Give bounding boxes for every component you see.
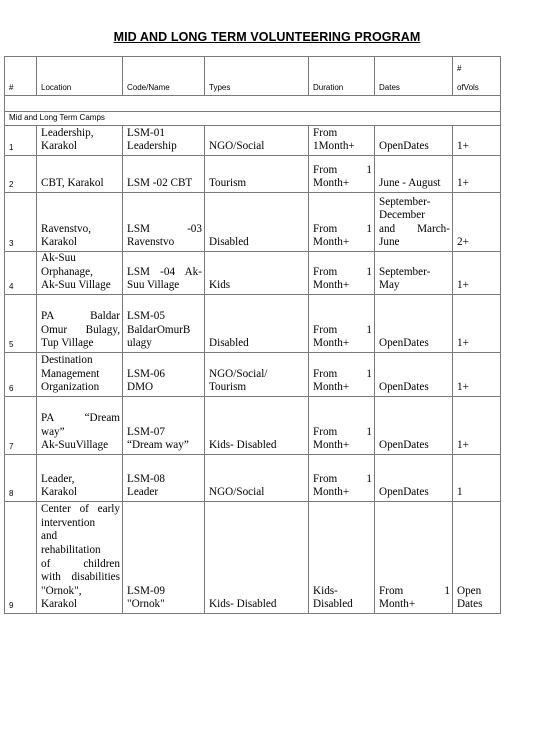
cell-dates — [375, 193, 453, 252]
cell-code — [123, 252, 205, 295]
cell-line: Month+ — [313, 381, 350, 394]
cell-dates — [375, 353, 453, 397]
cell-line: LSM-08 — [127, 472, 165, 485]
cell-line: Kids- Disabled — [209, 439, 277, 452]
table-row — [5, 502, 501, 614]
cell-types — [205, 397, 309, 455]
cell-location — [37, 156, 123, 193]
cell-line: Disabled — [209, 337, 249, 350]
cell-line: LSM-05 — [127, 310, 165, 323]
cell-code — [123, 397, 205, 455]
cell-line: Karakol — [41, 486, 78, 499]
cell-dates — [375, 295, 453, 353]
cell-dates — [375, 455, 453, 502]
header-vols-bottom: ofVols — [457, 83, 479, 92]
cell-line: From 1 — [313, 472, 372, 485]
table-row — [5, 397, 501, 455]
cell-line: NGO/Social — [209, 486, 265, 499]
cell-line: From 1 — [313, 265, 372, 278]
cell-line: 1+ — [457, 279, 469, 292]
blank-cell — [5, 96, 501, 112]
cell-line: From 1 — [313, 367, 372, 380]
cell-line: LSM-07 — [127, 425, 165, 438]
cell-line: Month+ — [313, 337, 350, 350]
row-number: 6 — [5, 353, 37, 397]
cell-vols — [453, 156, 501, 193]
header-types: Types — [205, 57, 309, 96]
row-number: 7 — [5, 397, 37, 455]
cell-line: and March- — [379, 222, 450, 235]
cell-duration — [309, 193, 375, 252]
cell-line: OpenDates — [379, 381, 429, 394]
cell-line: Tup Village — [41, 337, 94, 350]
cell-line: Destination — [41, 354, 93, 367]
cell-line: Ravenstvo, — [41, 222, 92, 235]
cell-line: Month+ — [313, 279, 350, 292]
cell-code — [123, 193, 205, 252]
cell-line: September- — [379, 265, 431, 278]
cell-line: OpenDates — [379, 140, 429, 153]
cell-code — [123, 295, 205, 353]
cell-line: 2+ — [457, 236, 469, 249]
header-code: Code/Name — [123, 57, 205, 96]
cell-line: LSM -03 — [127, 222, 202, 235]
cell-line: Leadership, — [41, 126, 94, 139]
cell-dates — [375, 397, 453, 455]
cell-line: Leadership — [127, 140, 177, 153]
cell-line: Karakol — [41, 598, 78, 611]
cell-vols — [453, 397, 501, 455]
cell-code — [123, 502, 205, 614]
table-row — [5, 252, 501, 295]
cell-line: way” — [41, 425, 65, 438]
cell-dates — [375, 252, 453, 295]
cell-types — [205, 502, 309, 614]
cell-line: Omur Bulagy, — [41, 323, 120, 336]
cell-duration — [309, 502, 375, 614]
volunteering-table — [4, 56, 501, 614]
cell-line: BaldarOmurB — [127, 323, 191, 336]
cell-duration — [309, 295, 375, 353]
cell-line: LSM-09 — [127, 584, 165, 597]
cell-types — [205, 353, 309, 397]
cell-line: LSM-01 — [127, 126, 165, 139]
cell-line: Tourism — [209, 177, 247, 190]
cell-duration — [309, 126, 375, 156]
cell-line: NGO/Social — [209, 140, 265, 153]
row-number: 8 — [5, 455, 37, 502]
cell-line: Open — [457, 584, 482, 597]
cell-line: DMO — [127, 381, 154, 394]
cell-line: Ak-SuuVillage — [41, 439, 109, 452]
cell-line: Month+ — [313, 177, 350, 190]
cell-vols — [453, 126, 501, 156]
cell-line: Leader, — [41, 472, 75, 485]
cell-vols — [453, 353, 501, 397]
cell-line: NGO/Social/ — [209, 367, 268, 380]
row-number: 1 — [5, 126, 37, 156]
page-title: MID AND LONG TERM VOLUNTEERING PROGRAM — [113, 30, 421, 44]
cell-vols — [453, 295, 501, 353]
cell-code — [123, 126, 205, 156]
cell-line: 1+ — [457, 439, 469, 452]
cell-line: 1+ — [457, 381, 469, 394]
cell-line: with disabilities — [41, 571, 120, 584]
row-number: 4 — [5, 252, 37, 295]
table-row — [5, 193, 501, 252]
cell-line: Tourism — [209, 381, 247, 394]
cell-line: “Dream way” — [127, 439, 189, 452]
cell-line: Kids- Disabled — [209, 598, 277, 611]
row-number: 9 — [5, 502, 37, 614]
cell-line: From 1 — [313, 163, 372, 176]
cell-line: From 1 — [313, 425, 372, 438]
cell-line: Suu Village — [127, 279, 180, 292]
cell-dates — [375, 126, 453, 156]
header-num: # — [5, 57, 37, 96]
cell-line: 1+ — [457, 140, 469, 153]
row-number: 2 — [5, 156, 37, 193]
cell-line: Organization — [41, 381, 100, 394]
cell-code — [123, 353, 205, 397]
row-number: 5 — [5, 295, 37, 353]
cell-location — [37, 397, 123, 455]
section-label: Mid and Long Term Camps — [5, 112, 501, 126]
cell-line: OpenDates — [379, 337, 429, 350]
cell-line: Ravenstvo — [127, 236, 175, 249]
cell-line: June - August — [379, 177, 441, 190]
cell-line: Month+ — [313, 486, 350, 499]
cell-code — [123, 455, 205, 502]
cell-line: Kids- — [313, 584, 338, 597]
header-vols — [453, 57, 501, 96]
cell-line: 1+ — [457, 177, 469, 190]
cell-line: Kids — [209, 279, 231, 292]
cell-line: OpenDates — [379, 486, 429, 499]
header-row — [5, 57, 501, 96]
cell-types — [205, 193, 309, 252]
cell-line: "Ornok", — [41, 584, 82, 597]
cell-line: LSM-06 — [127, 367, 165, 380]
cell-line: 1+ — [457, 337, 469, 350]
cell-line: "Ornok" — [127, 598, 165, 611]
table-row — [5, 353, 501, 397]
cell-line: Ak-Suu Village — [41, 279, 111, 292]
cell-line: ulagy — [127, 337, 152, 350]
header-duration: Duration — [309, 57, 375, 96]
cell-line: Dates — [457, 598, 483, 611]
cell-location — [37, 295, 123, 353]
cell-duration — [309, 397, 375, 455]
cell-types — [205, 252, 309, 295]
cell-line: CBT, Karakol — [41, 177, 104, 190]
cell-types — [205, 126, 309, 156]
cell-location — [37, 455, 123, 502]
cell-line: LSM -04 Ak- — [127, 265, 202, 278]
cell-line: LSM -02 CBT — [127, 177, 193, 190]
cell-line: Disabled — [209, 236, 249, 249]
cell-line: rehabilitation — [41, 544, 101, 557]
cell-location — [37, 252, 123, 295]
cell-line: Month+ — [313, 439, 350, 452]
header-location: Location — [37, 57, 123, 96]
cell-line: 1 — [457, 486, 463, 499]
cell-line: Management — [41, 367, 100, 380]
cell-line: Disabled — [313, 598, 353, 611]
cell-line: Ak-Suu — [41, 252, 76, 265]
table-row — [5, 295, 501, 353]
cell-line: Karakol — [41, 236, 78, 249]
cell-dates — [375, 156, 453, 193]
cell-line: PA “Dream — [41, 412, 120, 425]
cell-location — [37, 193, 123, 252]
cell-types — [205, 455, 309, 502]
cell-vols — [453, 193, 501, 252]
cell-line: Leader — [127, 486, 159, 499]
header-dates: Dates — [375, 57, 453, 96]
cell-duration — [309, 156, 375, 193]
cell-line: From 1 — [379, 584, 450, 597]
cell-duration — [309, 252, 375, 295]
cell-line: December — [379, 209, 425, 222]
table-row — [5, 455, 501, 502]
cell-line: Orphanage, — [41, 265, 93, 278]
cell-line: September- — [379, 195, 431, 208]
cell-vols — [453, 502, 501, 614]
cell-line: intervention — [41, 516, 96, 529]
cell-line: Center of early — [41, 503, 120, 516]
blank-row — [5, 96, 501, 112]
cell-line: From 1 — [313, 323, 372, 336]
cell-location — [37, 126, 123, 156]
section-row — [5, 112, 501, 126]
cell-dates — [375, 502, 453, 614]
table-row — [5, 126, 501, 156]
cell-line: of children — [41, 557, 120, 570]
cell-vols — [453, 455, 501, 502]
header-vols-top: # — [457, 64, 462, 73]
cell-line: From 1 — [313, 222, 372, 235]
cell-duration — [309, 353, 375, 397]
cell-line: Month+ — [313, 236, 350, 249]
cell-location — [37, 502, 123, 614]
cell-location — [37, 353, 123, 397]
table-row — [5, 156, 501, 193]
cell-line: Month+ — [379, 598, 416, 611]
cell-types — [205, 295, 309, 353]
cell-line: PA Baldar — [41, 310, 120, 323]
cell-line: 1Month+ — [313, 140, 355, 153]
row-number: 3 — [5, 193, 37, 252]
cell-duration — [309, 455, 375, 502]
cell-line: Karakol — [41, 140, 78, 153]
cell-line: and — [41, 530, 58, 543]
cell-line: June — [379, 236, 400, 249]
cell-vols — [453, 252, 501, 295]
cell-line: From — [313, 126, 338, 139]
cell-types — [205, 156, 309, 193]
cell-code — [123, 156, 205, 193]
cell-line: OpenDates — [379, 439, 429, 452]
cell-line: May — [379, 279, 400, 292]
